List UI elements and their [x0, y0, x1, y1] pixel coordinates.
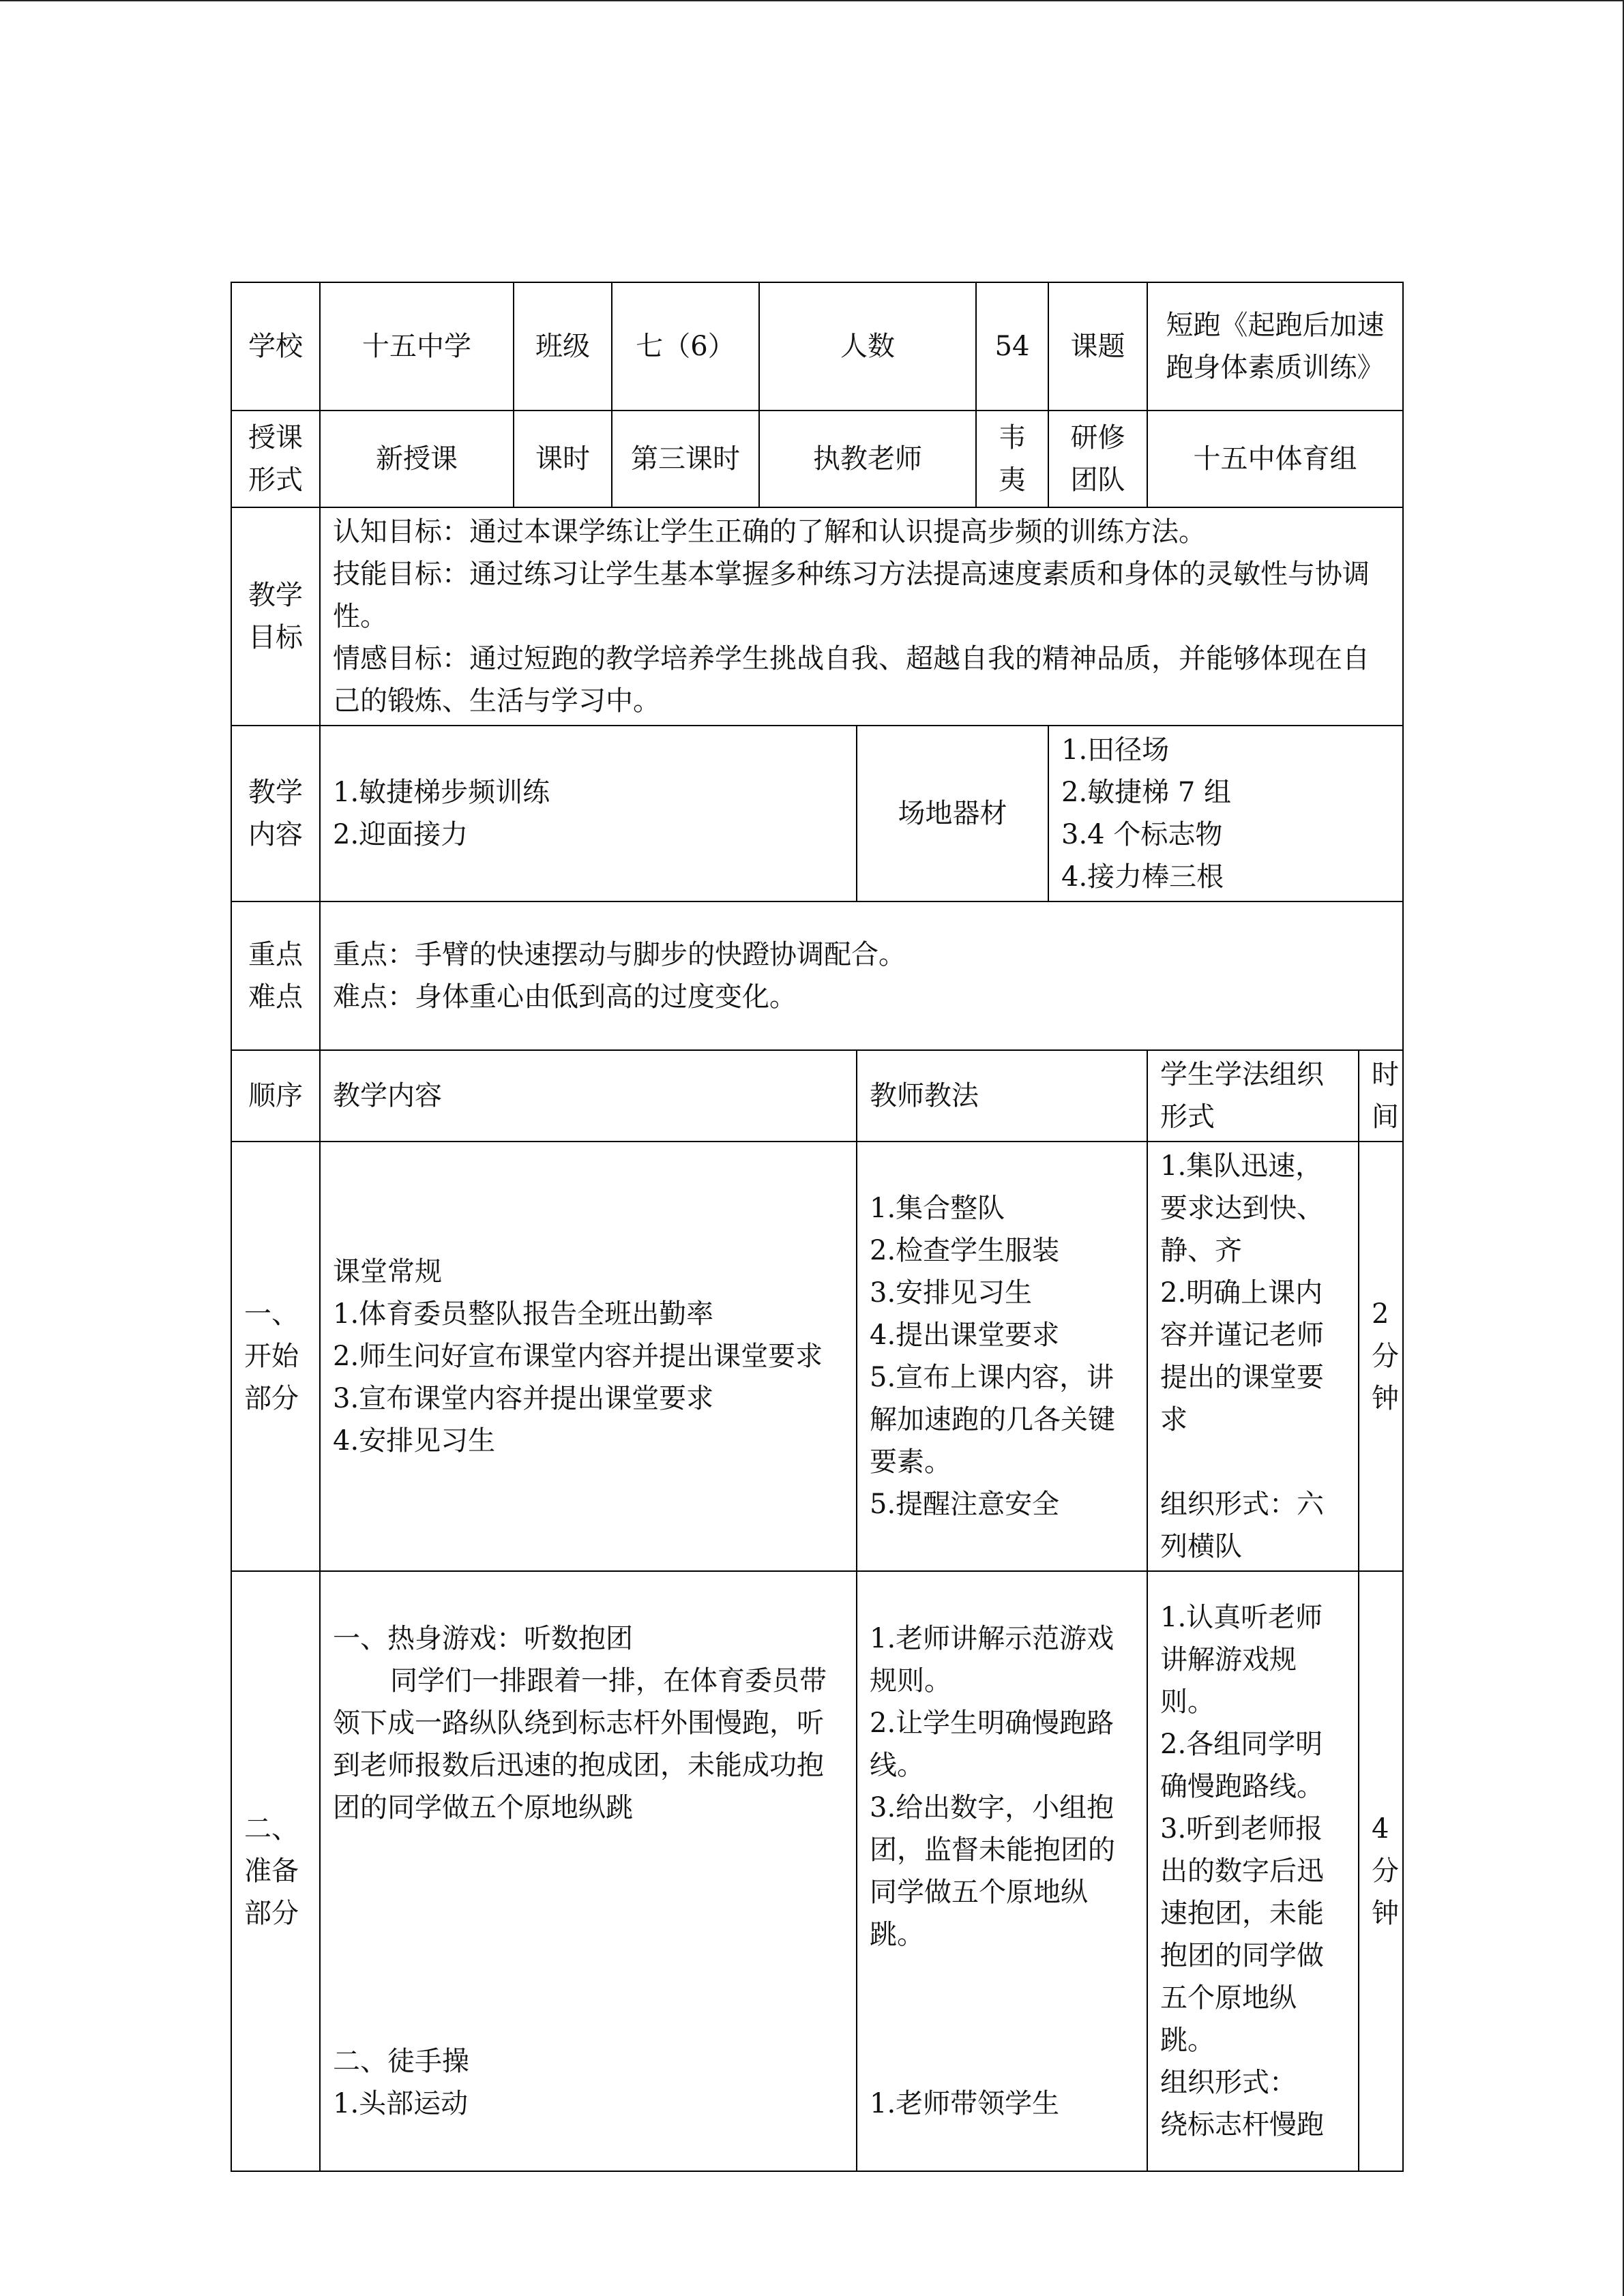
- focus-row: [231, 901, 1403, 1050]
- column-header-row: [231, 1050, 1403, 1142]
- spacer: [333, 1998, 844, 2040]
- topic-label: 课题: [1048, 282, 1147, 411]
- teacher-line: 5.提醒注意安全: [870, 1489, 1060, 1520]
- focus-difficulty: 难点：身体重心由低到高的过度变化。: [333, 981, 797, 1013]
- content-line: 1.头部运动: [333, 2088, 469, 2119]
- student-line: 绕标志杆慢跑: [1160, 2109, 1324, 2141]
- period-value: 第三课时: [612, 411, 759, 507]
- section-student: [1147, 1142, 1359, 1571]
- equipment-item: 4.接力棒三根: [1061, 861, 1224, 893]
- teacher-line: 4.提出课堂要求: [870, 1320, 1060, 1351]
- content-label: 教学内容: [231, 726, 320, 901]
- header-row-1: [231, 282, 1403, 411]
- equipment-item: 3.4 个标志物: [1061, 819, 1223, 850]
- content-row: [231, 726, 1403, 901]
- focus-text: [320, 901, 1403, 1050]
- content-line: 1.体育委员整队报告全班出勤率: [333, 1298, 714, 1330]
- equipment-label: 场地器材: [857, 726, 1048, 901]
- focus-label: 重点难点: [231, 901, 320, 1050]
- count-label: 人数: [759, 282, 976, 411]
- section-teacher: [857, 1142, 1147, 1571]
- section-warmup-row: [231, 1571, 1403, 2171]
- col-content: 教学内容: [320, 1050, 857, 1142]
- content-paragraph: 同学们一排跟着一排，在体育委员带领下成一路纵队绕到标志杆外围慢跑，听到老师报数后迅速的抱成团，未能成功抱团的同学做五个原地纵跳: [333, 1665, 827, 1823]
- topic-value: 短跑《起跑后加速跑身体素质训练》: [1147, 282, 1403, 411]
- teacher-line: 2.让学生明确慢跑路线。: [870, 1708, 1114, 1781]
- section-time: 4分钟: [1359, 1571, 1403, 2171]
- spacer: [870, 1956, 1134, 2040]
- spacer: [333, 1829, 844, 1913]
- mode-label: 授课形式: [231, 411, 320, 507]
- objectives-row: [231, 507, 1403, 726]
- content-line: 一、热身游戏：听数抱团: [333, 1623, 633, 1654]
- spacer: [1160, 1441, 1346, 1483]
- objectives-label: 教学目标: [231, 507, 320, 726]
- school-value: 十五中学: [320, 282, 514, 411]
- section-order: 一、开始部分: [231, 1142, 320, 1571]
- teacher-line: 1.老师讲解示范游戏规则。: [870, 1623, 1114, 1697]
- content-line: 二、徒手操: [333, 2046, 469, 2077]
- content-line: 2.师生问好宣布课堂内容并提出课堂要求: [333, 1341, 823, 1372]
- col-student: 学生学法组织形式: [1147, 1050, 1359, 1142]
- class-label: 班级: [514, 282, 612, 411]
- period-label: 课时: [514, 411, 612, 507]
- section-content: [320, 1142, 857, 1571]
- teacher-line: 2.检查学生服装: [870, 1235, 1060, 1266]
- focus-key-point: 重点：手臂的快速摆动与脚步的快蹬协调配合。: [333, 939, 906, 970]
- teacher-label: 执教老师: [759, 411, 976, 507]
- content-line: 4.安排见习生: [333, 1425, 496, 1457]
- count-value: 54: [976, 282, 1048, 411]
- school-label: 学校: [231, 282, 320, 411]
- mode-value: 新授课: [320, 411, 514, 507]
- objective-skill: 技能目标：通过练习让学生基本掌握多种练习方法提高速度素质和身体的灵敏性与协调性。: [333, 558, 1370, 632]
- equipment-item: 1.田径场: [1061, 734, 1170, 766]
- section-teacher: [857, 1571, 1147, 2171]
- spacer: [333, 1913, 844, 1998]
- section-order: 二、准备部分: [231, 1571, 320, 2171]
- content-items: [320, 726, 857, 901]
- student-line: 组织形式：六列横队: [1160, 1489, 1324, 1562]
- team-value: 十五中体育组: [1147, 411, 1403, 507]
- col-time: 时间: [1359, 1050, 1403, 1142]
- student-line: 2.各组同学明确慢跑路线。: [1160, 1729, 1324, 1802]
- equipment-list: [1048, 726, 1403, 901]
- objectives-text: [320, 507, 1403, 726]
- content-item: 2.迎面接力: [333, 819, 469, 850]
- section-start-row: [231, 1142, 1403, 1571]
- student-line: 2.明确上课内容并谨记老师提出的课堂要求: [1160, 1277, 1324, 1435]
- lesson-plan-table: [231, 282, 1404, 2172]
- objective-affective: 情感目标：通过短跑的教学培养学生挑战自我、超越自我的精神品质，并能够体现在自己的锻炼、生活与学习中。: [333, 643, 1370, 717]
- section-student: [1147, 1571, 1359, 2171]
- teacher-line: 5.宣布上课内容，讲解加速跑的几各关键要素。: [870, 1362, 1115, 1478]
- student-line: 组织形式：: [1160, 2067, 1297, 2098]
- content-item: 1.敏捷梯步频训练: [333, 777, 550, 808]
- teacher-line: 1.集合整队: [870, 1193, 1005, 1224]
- content-line: 课堂常规: [333, 1256, 442, 1287]
- col-order: 顺序: [231, 1050, 320, 1142]
- section-content: [320, 1571, 857, 2171]
- student-line: 1.集队迅速，要求达到快、静、齐: [1160, 1150, 1324, 1266]
- team-label: 研修团队: [1048, 411, 1147, 507]
- teacher-value: 韦夷: [976, 411, 1048, 507]
- teacher-line: 1.老师带领学生: [870, 2088, 1060, 2119]
- spacer: [870, 2040, 1134, 2083]
- page-top-border: [0, 0, 1624, 1]
- col-teacher: 教师教法: [857, 1050, 1147, 1142]
- class-value: 七（6）: [612, 282, 759, 411]
- student-line: 1.认真听老师讲解游戏规则。: [1160, 1602, 1323, 1718]
- student-line: 3.听到老师报出的数字后迅速抱团，未能抱团的同学做五个原地纵跳。: [1160, 1813, 1324, 2056]
- header-row-2: [231, 411, 1403, 507]
- equipment-item: 2.敏捷梯 7 组: [1061, 777, 1232, 808]
- teacher-line: 3.安排见习生: [870, 1277, 1033, 1309]
- section-time: 2分钟: [1359, 1142, 1403, 1571]
- teacher-line: 3.给出数字，小组抱团，监督未能抱团的同学做五个原地纵跳。: [870, 1792, 1115, 1950]
- content-line: 3.宣布课堂内容并提出课堂要求: [333, 1383, 714, 1414]
- objective-cognitive: 认知目标：通过本课学练让学生正确的了解和认识提高步频的训练方法。: [333, 516, 1206, 548]
